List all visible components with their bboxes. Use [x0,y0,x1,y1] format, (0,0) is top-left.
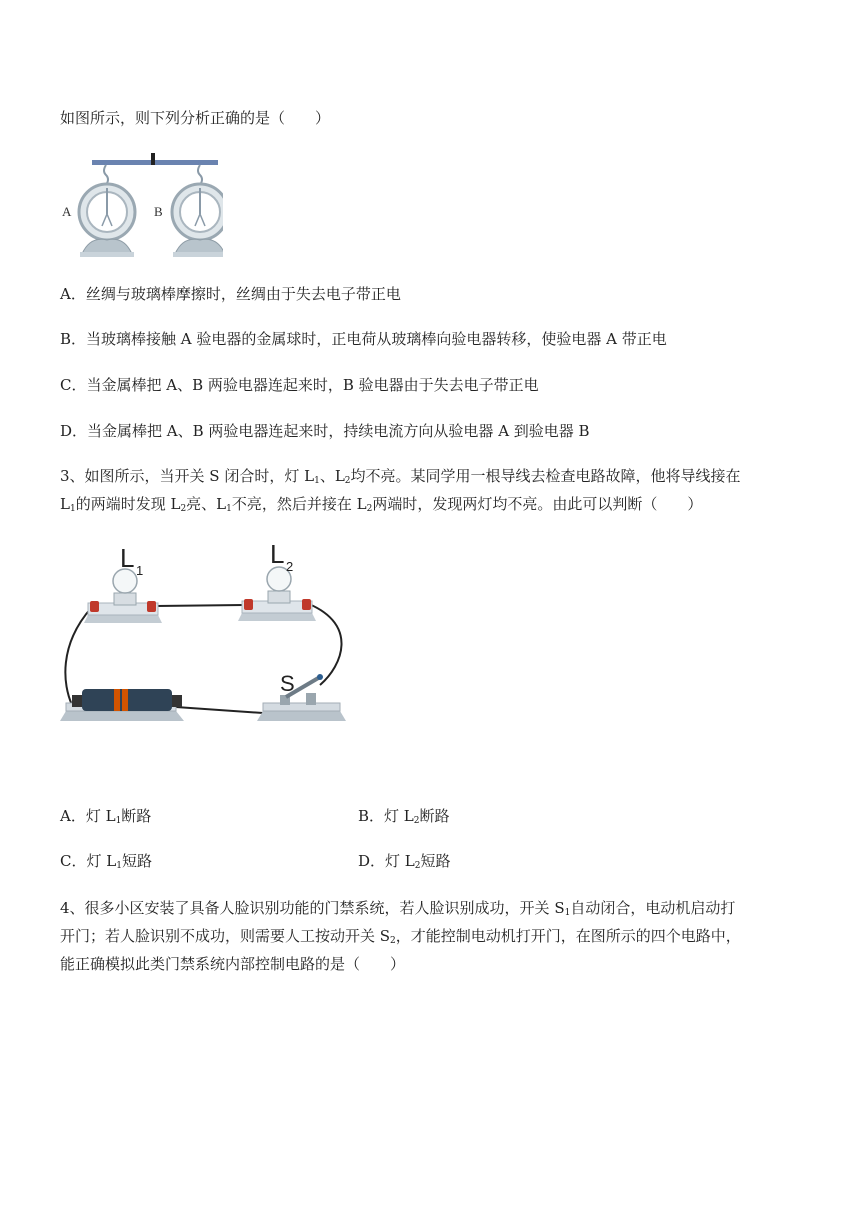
switch [257,674,346,721]
rod-handle [151,153,155,165]
q2-option-b: B．当玻璃棒接触 A 验电器的金属球时，正电荷从玻璃棒向验电器转移，使验电器 A 带正电 [60,330,667,348]
q2-option-a: A．丝绸与玻璃棒摩擦时，丝绸由于失去电子带正电 [60,285,401,303]
q3-stem-line2: $L_1$的两端时发现 $L_2$亮、$L_1$不亮，然后并接在 $L_2$两端时，发现两灯均不亮。由此可以判断（ ） [60,495,703,514]
q3-option-d: D．灯 $L_2$短路 [358,852,451,871]
q4-stem-line2: 开门；若人脸识别不成功，则需要人工按动开关 $S_2$，才能控制电动机打开门，在图所示的四个电路中， [60,927,741,946]
lamp-l1 [84,569,162,623]
label-a: A [62,204,72,219]
battery [60,689,184,721]
q2-option-c: C．当金属棒把 A、B 两验电器连起来时，B 验电器由于失去电子带正电 [60,376,539,394]
wire-top [156,605,244,606]
wire-bottom [176,707,263,713]
q3-option-b: B．灯 $L_2$断路 [358,807,450,826]
q2-option-d: D．当金属棒把 A、B 两验电器连起来时，持续电流方向从验电器 A 到验电器 B [60,422,590,440]
q3-option-c: C．灯 $L_1$短路 [60,852,152,871]
q3-option-a: A．灯 $L_1$断路 [60,807,152,826]
electroscope-b [172,165,223,257]
label-b: B [154,204,163,219]
circuit-figure [58,535,353,730]
lamp2-sub: 2 [286,559,294,574]
lamp-l2 [238,567,316,621]
q4-stem-line3: 能正确模拟此类门禁系统内部控制电路的是（ ） [60,955,406,973]
switch-label: S [280,671,295,696]
lamp1-sub: 1 [136,563,144,578]
wire-right [309,604,342,685]
lamp2-label: L [270,539,285,569]
q2-stem: 如图所示，则下列分析正确的是（ ） [60,109,331,127]
electroscope-figure [58,148,223,263]
electroscope-a [79,165,135,257]
q4-stem-line1: 4、很多小区安装了具备人脸识别功能的门禁系统，若人脸识别成功，开关 $S_1$自动闭合，电动机启动打 [60,899,736,918]
lamp1-label: L [120,543,135,573]
q3-stem-line1: 3、如图所示，当开关 S 闭合时，灯 $L_1$、$L_2$均不亮。某同学用一根导线去检查电路故障，他将导线接在 [60,467,741,486]
